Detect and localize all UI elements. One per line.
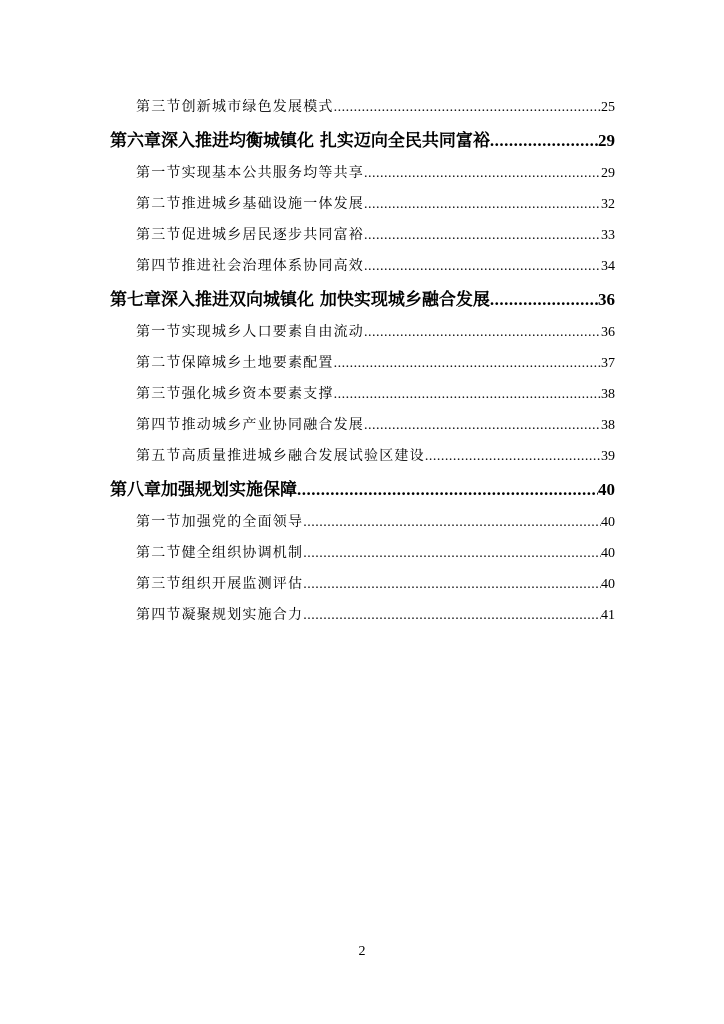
toc-entry-page: 40 (598, 480, 615, 499)
toc-leader-dots (334, 348, 601, 379)
toc-section-entry[interactable] (110, 538, 615, 569)
toc-leader-dots (490, 124, 598, 158)
toc-entry-label: 第三节 (136, 576, 182, 592)
toc-entry-title: 组织开展监测评估 (181, 576, 304, 592)
toc-entry-title: 保障城乡土地要素配置 (181, 355, 334, 371)
toc-entry-title: 深入推进均衡城镇化 扎实迈向全民共同富裕 (161, 131, 490, 151)
toc-entry-page: 38 (601, 387, 615, 402)
toc-section-entry[interactable] (110, 158, 615, 189)
toc-entry-page: 33 (601, 228, 615, 243)
toc-entry-title: 加强规划实施保障 (161, 480, 297, 500)
toc-chapter-entry[interactable] (110, 473, 615, 507)
toc-entry-page: 37 (601, 356, 615, 371)
toc-entry-title: 健全组织协调机制 (181, 545, 304, 561)
toc-entry-page: 36 (598, 290, 615, 309)
toc-entry-title: 深入推进双向城镇化 加快实现城乡融合发展 (161, 290, 490, 310)
toc-leader-dots (364, 189, 601, 220)
toc-section-entry[interactable] (110, 220, 615, 251)
toc-leader-dots (364, 251, 601, 282)
toc-section-entry[interactable] (110, 441, 615, 472)
toc-entry-page: 36 (601, 325, 615, 340)
toc-entry-label: 第六章 (110, 131, 161, 151)
toc-section-entry[interactable] (110, 379, 615, 410)
toc-section-entry[interactable] (110, 410, 615, 441)
toc-leader-dots (425, 441, 601, 472)
toc-entry-label: 第一节 (136, 324, 182, 340)
toc-leader-dots (490, 283, 598, 317)
toc-entry-label: 第七章 (110, 290, 161, 310)
toc-entry-title: 创新城市绿色发展模式 (181, 99, 334, 115)
toc-entry-page: 40 (601, 577, 615, 592)
toc-entry-label: 第四节 (136, 607, 182, 623)
toc-entry-label: 第八章 (110, 480, 161, 500)
toc-leader-dots (303, 569, 601, 600)
toc-entry-page: 25 (601, 100, 615, 115)
toc-entry-title: 促进城乡居民逐步共同富裕 (181, 227, 365, 243)
toc-section-entry[interactable] (110, 92, 615, 123)
toc-leader-dots (303, 538, 601, 569)
toc-entry-page: 39 (601, 449, 615, 464)
table-of-contents (110, 92, 615, 631)
toc-entry-page: 40 (601, 515, 615, 530)
toc-entry-title: 实现基本公共服务均等共享 (181, 165, 365, 181)
toc-entry-label: 第二节 (136, 196, 182, 212)
toc-chapter-entry[interactable] (110, 283, 615, 317)
toc-entry-label: 第五节 (136, 448, 182, 464)
toc-entry-label: 第三节 (136, 227, 182, 243)
toc-entry-page: 41 (601, 608, 615, 623)
toc-entry-label: 第一节 (136, 514, 182, 530)
toc-leader-dots (334, 379, 601, 410)
toc-entry-label: 第三节 (136, 99, 182, 115)
toc-leader-dots (334, 92, 601, 123)
toc-entry-title: 实现城乡人口要素自由流动 (181, 324, 365, 340)
toc-entry-title: 推进社会治理体系协同高效 (181, 258, 365, 274)
toc-entry-label: 第二节 (136, 545, 182, 561)
toc-leader-dots (364, 317, 601, 348)
toc-section-entry[interactable] (110, 569, 615, 600)
toc-leader-dots (303, 600, 601, 631)
toc-entry-page: 29 (598, 131, 615, 150)
toc-entry-title: 推进城乡基础设施一体发展 (181, 196, 365, 212)
toc-section-entry[interactable] (110, 251, 615, 282)
toc-entry-page: 32 (601, 197, 615, 212)
toc-entry-page: 34 (601, 259, 615, 274)
toc-entry-label: 第四节 (136, 258, 182, 274)
toc-leader-dots (303, 507, 601, 538)
toc-leader-dots (364, 220, 601, 251)
toc-entry-title: 加强党的全面领导 (181, 514, 304, 530)
page-number: 2 (358, 944, 366, 959)
toc-leader-dots (297, 473, 598, 507)
toc-entry-page: 29 (601, 166, 615, 181)
toc-section-entry[interactable] (110, 600, 615, 631)
toc-entry-label: 第一节 (136, 165, 182, 181)
toc-entry-title: 强化城乡资本要素支撑 (181, 386, 334, 402)
toc-leader-dots (364, 410, 601, 441)
toc-section-entry[interactable] (110, 507, 615, 538)
toc-entry-title: 推动城乡产业协同融合发展 (181, 417, 365, 433)
toc-entry-label: 第四节 (136, 417, 182, 433)
toc-section-entry[interactable] (110, 317, 615, 348)
toc-section-entry[interactable] (110, 348, 615, 379)
toc-entry-label: 第二节 (136, 355, 182, 371)
toc-entry-label: 第三节 (136, 386, 182, 402)
toc-section-entry[interactable] (110, 189, 615, 220)
toc-entry-title: 凝聚规划实施合力 (181, 607, 304, 623)
toc-leader-dots (364, 158, 601, 189)
toc-entry-title: 高质量推进城乡融合发展试验区建设 (181, 448, 425, 464)
toc-entry-page: 38 (601, 418, 615, 433)
toc-chapter-entry[interactable] (110, 124, 615, 158)
toc-entry-page: 40 (601, 546, 615, 561)
